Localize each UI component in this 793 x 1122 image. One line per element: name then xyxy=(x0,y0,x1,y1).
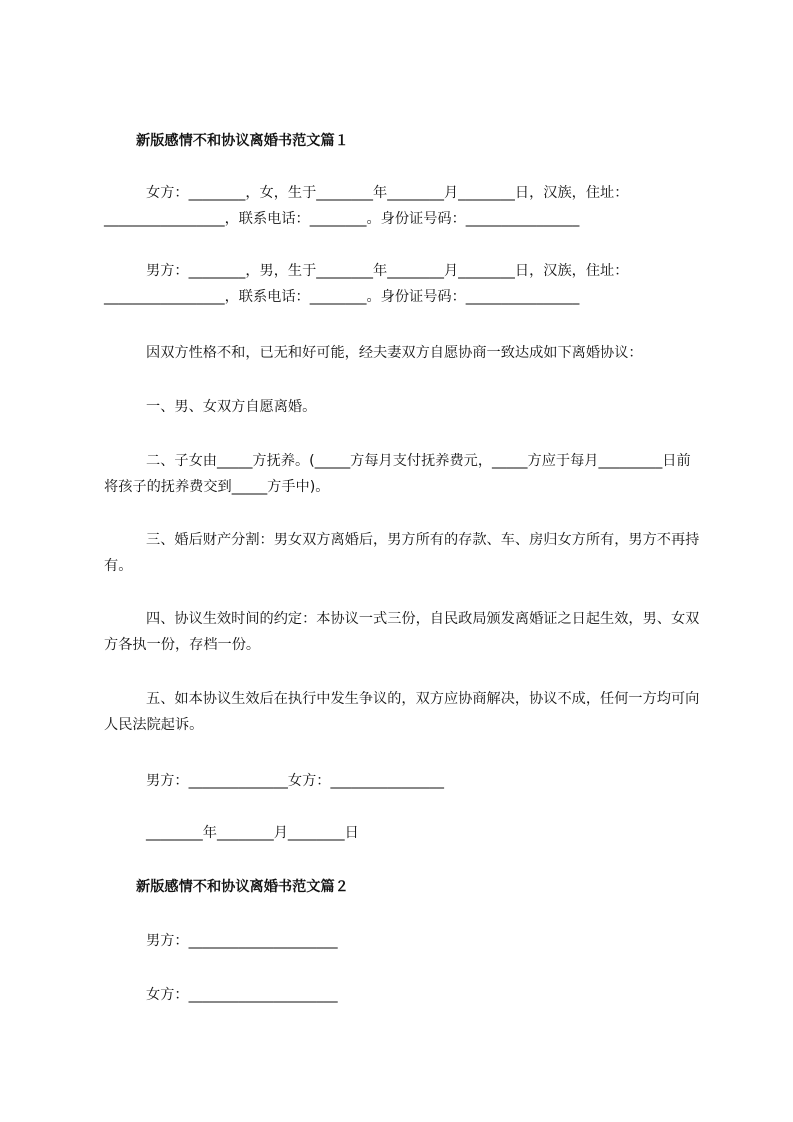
intro-paragraph: 因双方性格不和，已无和好可能，经夫妻双方自愿协商一致达成如下离婚协议： xyxy=(146,345,643,361)
male-signature-line: 男方：_____________________ xyxy=(146,933,338,949)
clause-4-paragraph: 四、协议生效时间的约定：本协议一式三份，自民政局颁发离婚证之日起生效，男、女双方各执一份，存档一份。 xyxy=(104,611,700,653)
clause-2-paragraph: 二、子女由_____方抚养。(_____方每月支付抚养费元，_____方应于每月_________日前将孩子的抚养费交到_____方手中)。 xyxy=(104,453,691,495)
female-signature-line: 女方：_____________________ xyxy=(146,987,338,1003)
clause-5-paragraph: 五、如本协议生效后在执行中发生争议的，双方应协商解决，协议不成，任何一方均可向人民法院起诉。 xyxy=(104,691,700,733)
female-info-paragraph: 女方：________，女，生于________年________月________日，汉族，住址：_________________，联系电话：________。身份证号码：________________ xyxy=(104,185,629,227)
date-line: ________年________月________日 xyxy=(146,825,359,841)
signature-line: 男方：______________女方：________________ xyxy=(146,773,444,789)
clause-1-paragraph: 一、男、女双方自愿离婚。 xyxy=(146,399,317,415)
section-1-title: 新版感情不和协议离婚书范文篇１ xyxy=(136,133,349,149)
male-info-paragraph: 男方：________，男，生于________年________月________日，汉族，住址：_________________，联系电话：________。身份证号码：________________ xyxy=(104,263,629,305)
section-2-title: 新版感情不和协议离婚书范文篇２ xyxy=(136,879,349,895)
clause-3-paragraph: 三、婚后财产分割：男女双方离婚后，男方所有的存款、车、房归女方所有，男方不再持有。 xyxy=(104,532,700,574)
